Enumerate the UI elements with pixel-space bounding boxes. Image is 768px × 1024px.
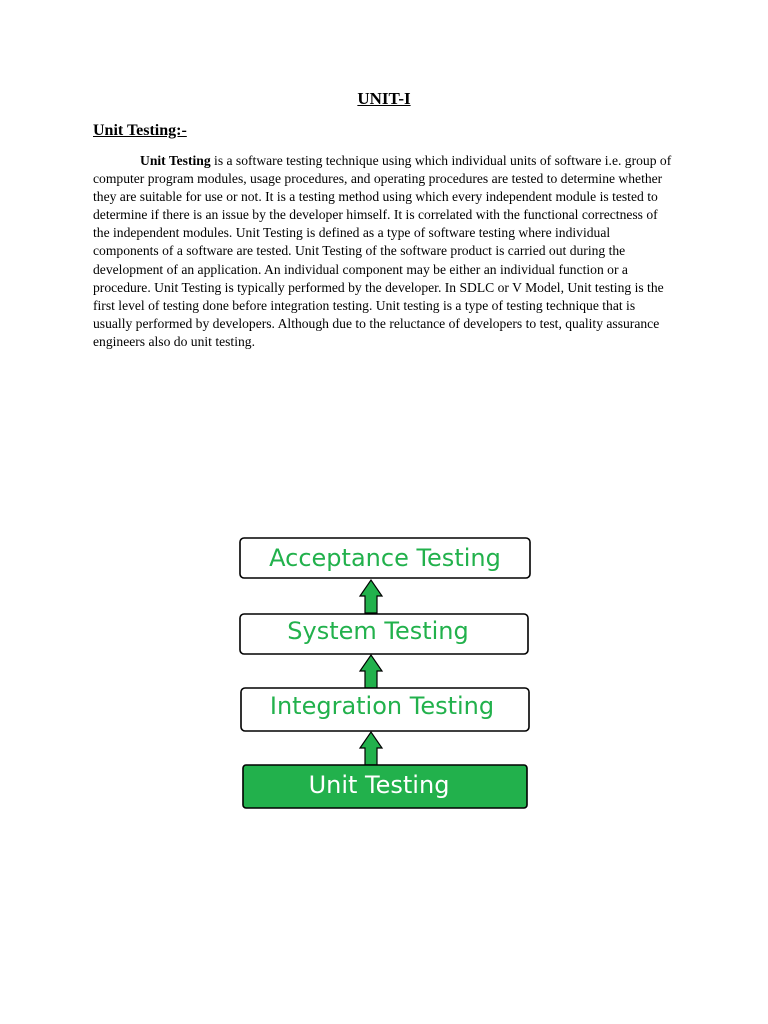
integration-testing-label: Integration Testing	[269, 692, 495, 720]
unit-testing-label: Unit Testing	[308, 771, 450, 799]
testing-levels-diagram	[232, 532, 537, 815]
body-paragraph	[93, 152, 673, 351]
paragraph-lead: Unit Testing	[140, 153, 211, 168]
section-heading: Unit Testing:-	[93, 122, 187, 139]
system-testing-label: System Testing	[287, 617, 469, 645]
arrow-up-icon	[360, 732, 382, 765]
arrow-up-icon	[360, 655, 382, 688]
arrow-up-icon	[360, 580, 382, 613]
acceptance-testing-label: Acceptance Testing	[269, 544, 501, 572]
page-title: UNIT-I	[357, 89, 411, 108]
paragraph-body: is a software testing technique using which individual units of software i.e. group of computer program modules, usage procedures, and operating procedures are tested to determine whether they are suitable for use or not. It is a testing method using which every independent module is tested to determine if there is an issue by the developer himself. It is correlated with the functional correctness of the independent modules. Unit Testing is defined as a type of software testing where individual components of a software are tested. Unit Testing of the software product is carried out during the development of an application. An individual component may be either an individual function or a procedure. Unit Testing is typically performed by the developer. In SDLC or V Model, Unit testing is the first level of testing done before integration testing. Unit testing is a type of testing technique that is usually performed by developers. Although due to the reluctance of developers to test, quality assurance engineers also do unit testing.	[93, 153, 672, 349]
